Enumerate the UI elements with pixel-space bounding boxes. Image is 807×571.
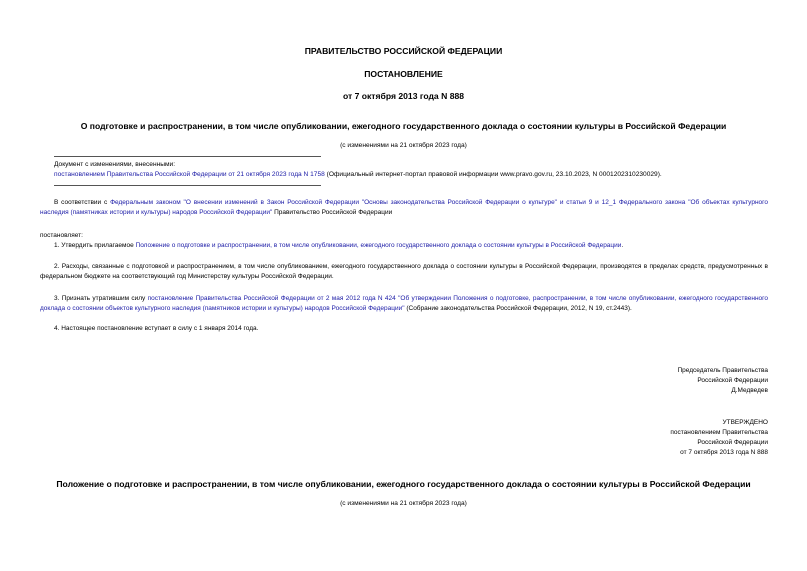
divider-bottom [54,185,321,186]
document-type: ПОСТАНОВЛЕНИЕ [364,69,443,79]
signature-position: Председатель Правительства [677,367,768,374]
annex-revision-note: (с изменениями на 21 октября 2023 года) [340,500,467,507]
changes-source: (Официальный интернет-портал правовой информации www.pravo.gov.ru, 23.10.2023, N 0001202310230029). [324,170,662,178]
repealed-decree-link[interactable]: постановление Правительства Российской Федерации от 2 мая 2012 года N 424 "Об утверждении Положения о подготовке, распространении, в том числе опубликовании, ежегодного государственного доклада о состоянии объектов культурного наследия (памятников истории и культуры) народов Российской Федерации" [40,295,768,312]
federal-law-link[interactable]: Федеральным законом "О внесении изменений в Закон Российской Федерации "Основы законодательства Российской Федерации о культуре" и статьи 9 и 12_1 Федерального закона "Об объектах культурного наследия (памятниках истории и культуры) народов Российской Федерации" [40,199,769,216]
approval-block [500,418,768,458]
divider-top [54,156,321,157]
annex-title: Положение о подготовке и распространении, в том числе опубликовании, ежегодного государственного доклада о состоянии культуры в Российской Федерации [56,479,751,489]
signature-org: Российской Федерации [697,377,768,384]
item-1-prefix: 1. Утвердить прилагаемое [54,242,136,249]
item-3 [40,294,768,313]
changes-label: Документ с изменениями, внесенными: [54,161,176,168]
approval-by: постановлением Правительства [670,429,768,436]
item-2: 2. Расходы, связанные с подготовкой и распространением, в том числе опубликованием, ежегодного государственного доклада о состоянии культуры в Российской Федерации, производятся в пределах средств, предусмотренных в федеральном бюджете на соответствующий год Министерству культуры Российской Федерации. [40,263,768,280]
approval-org: Российской Федерации [697,439,768,446]
preamble [40,198,768,217]
item-1-suffix: . [621,242,624,249]
preamble-prefix: В соответствии с [54,199,111,206]
item-4: 4. Настоящее постановление вступает в силу с 1 января 2014 года. [54,325,259,332]
document-date-number: от 7 октября 2013 года N 888 [342,91,465,101]
item-1 [40,241,768,251]
signature-block [500,366,768,396]
item-3-suffix: (Собрание законодательства Российской Федерации, 2012, N 19, ст.2443). [404,304,632,312]
approval-date: от 7 октября 2013 года N 888 [680,449,768,456]
regulation-link[interactable]: Положение о подготовке и распространении, в том числе опубликовании, ежегодного государственного доклада о состоянии культуры в Российской Федерации [135,242,622,249]
changes-box [54,160,774,179]
government-heading: ПРАВИТЕЛЬСТВО РОССИЙСКОЙ ФЕДЕРАЦИИ [304,46,503,56]
amending-decree-link[interactable]: постановлением Правительства Российской Федерации от 21 октября 2023 года N 1758 [54,170,325,178]
item-3-prefix: 3. Признать утратившим силу [54,295,148,302]
revision-note: (с изменениями на 21 октября 2023 года) [340,142,467,149]
approval-stamp: УТВЕРЖДЕНО [722,419,768,426]
document-title: О подготовке и распространении, в том числе опубликовании, ежегодного государственного доклада о состоянии культуры в Российской Федерации [80,121,727,131]
preamble-suffix: Правительство Российской Федерации [272,208,393,216]
signature-name: Д.Медведев [731,387,768,394]
decides-label: постановляет: [40,232,83,239]
